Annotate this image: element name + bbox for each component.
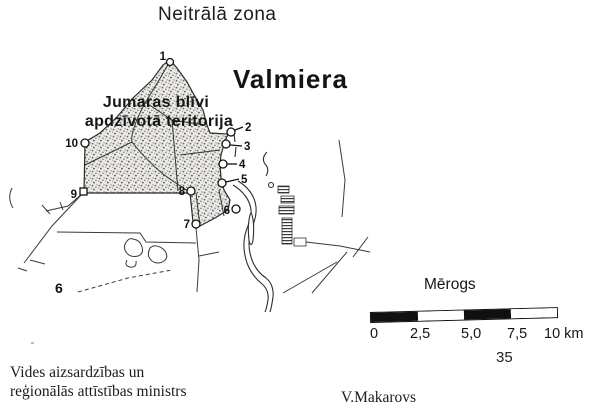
scale-tick-75: 7,5 bbox=[507, 326, 528, 342]
map-marker-6 bbox=[232, 205, 240, 213]
minister-title bbox=[10, 363, 187, 401]
valmiera-map bbox=[0, 30, 375, 315]
map-marker-3 bbox=[222, 140, 242, 148]
marker-1-label: 1 bbox=[159, 51, 166, 63]
scale-tick-25: 2,5 bbox=[410, 326, 431, 342]
map-marker-4 bbox=[219, 160, 237, 168]
marker-7-label: 7 bbox=[183, 219, 190, 231]
scale-title: Mērogs bbox=[424, 276, 476, 293]
signature-name: V.Makarovs bbox=[341, 389, 417, 406]
scale-tick-0: 0 bbox=[370, 326, 379, 342]
territory-label-line2: apdzīvotā teritorija bbox=[84, 113, 234, 130]
scale-tick-10km: 10 km bbox=[544, 326, 584, 342]
marker-9-label: 9 bbox=[70, 189, 77, 201]
marker-5-label: 5 bbox=[241, 174, 248, 186]
city-label: Valmiera bbox=[233, 64, 348, 94]
minister-title-line2: reģionālās attīstības ministrs bbox=[10, 383, 187, 400]
marker-8-label: 8 bbox=[178, 186, 185, 198]
map-marker-5 bbox=[218, 179, 239, 187]
scale-segment-4 bbox=[510, 308, 557, 318]
scale-tick-50: 5,0 bbox=[461, 326, 482, 342]
map-marker-10 bbox=[81, 139, 89, 147]
marker-3-label: 3 bbox=[244, 141, 251, 153]
territory-label-line1: Jumaras blīvi bbox=[102, 94, 210, 111]
marker-10-label: 10 bbox=[65, 138, 78, 150]
map-marker-9 bbox=[80, 188, 87, 195]
map-marker-7 bbox=[192, 220, 200, 228]
scale-bar bbox=[370, 307, 558, 323]
scale-segment-2 bbox=[417, 311, 464, 321]
scale-segment-1 bbox=[371, 312, 418, 322]
page-number: 35 bbox=[496, 349, 513, 366]
territory-polygon bbox=[84, 60, 230, 226]
map-marker-8 bbox=[187, 187, 195, 195]
scale-bar-block bbox=[368, 276, 588, 348]
minister-title-line1: Vides aizsardzības un bbox=[10, 364, 145, 381]
map-corner-label: 6 bbox=[55, 280, 63, 296]
map-marker-1 bbox=[167, 59, 174, 66]
marker-6-label: 6 bbox=[223, 205, 230, 217]
scan-speck bbox=[31, 342, 34, 344]
neutral-zone-label: Neitrālā zona bbox=[158, 4, 277, 25]
building-blocks bbox=[278, 186, 306, 246]
scale-segment-3 bbox=[464, 309, 511, 319]
marker-2-label: 2 bbox=[245, 122, 252, 134]
marker-4-label: 4 bbox=[239, 159, 246, 171]
